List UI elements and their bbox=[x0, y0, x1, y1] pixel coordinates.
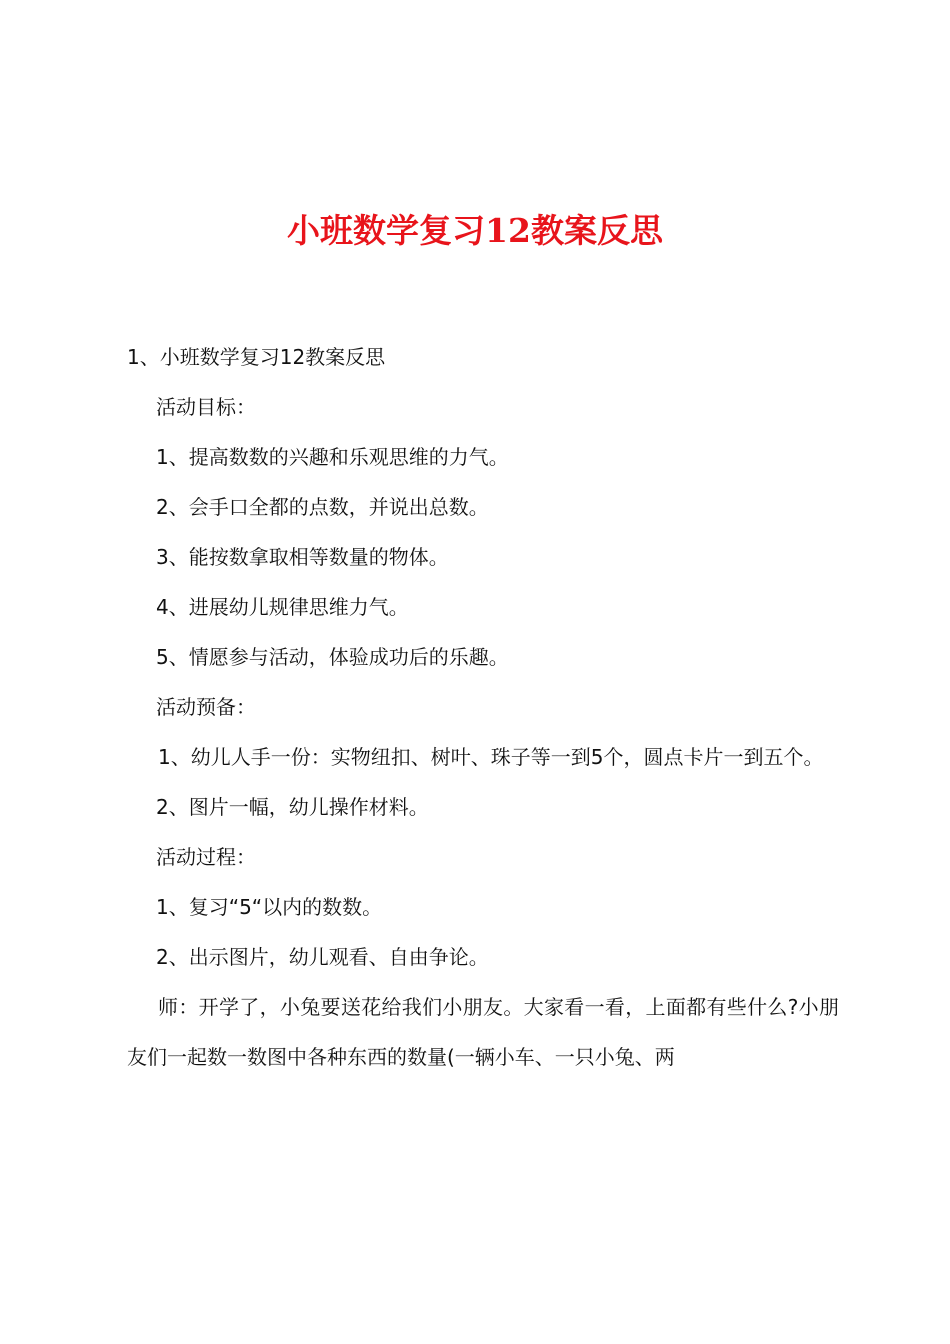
preparation-item: 2、图片一幅，幼儿操作材料。 bbox=[156, 795, 429, 819]
subheading-process: 活动过程： bbox=[156, 845, 256, 869]
goal-item: 5、情愿参与活动，体验成功后的乐趣。 bbox=[156, 645, 509, 669]
preparation-item: 1、幼儿人手一份：实物纽扣、树叶、珠子等一到5个，圆点卡片一到五个。 bbox=[158, 745, 824, 769]
goal-item: 1、提高数数的兴趣和乐观思维的力气。 bbox=[156, 445, 509, 469]
section-heading: 1、小班数学复习12教案反思 bbox=[127, 345, 386, 369]
subheading-goals: 活动目标： bbox=[156, 395, 256, 419]
process-item: 2、出示图片，幼儿观看、自由争论。 bbox=[156, 945, 489, 969]
document-body bbox=[127, 332, 839, 1082]
subheading-preparation: 活动预备： bbox=[156, 695, 256, 719]
process-item: 1、复习“5“以内的数数。 bbox=[156, 895, 383, 919]
document-title: 小班数学复习12教案反思 bbox=[287, 211, 663, 250]
teacher-dialogue: 师：开学了，小兔要送花给我们小朋友。大家看一看，上面都有些什么?小朋友们一起数一数图中各种东西的数量(一辆小车、一只小兔、两 bbox=[127, 995, 839, 1069]
goal-item: 3、能按数拿取相等数量的物体。 bbox=[156, 545, 449, 569]
goal-item: 4、进展幼儿规律思维力气。 bbox=[156, 595, 409, 619]
goal-item: 2、会手口全都的点数，并说出总数。 bbox=[156, 495, 489, 519]
